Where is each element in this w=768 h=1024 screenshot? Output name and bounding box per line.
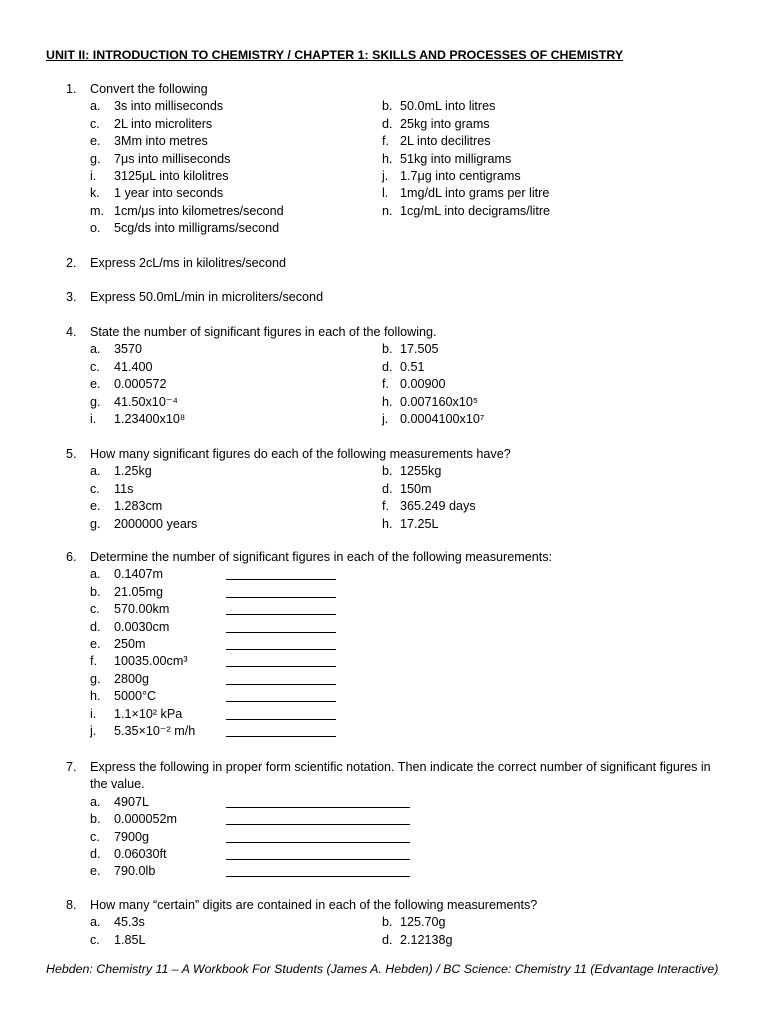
question-2	[66, 255, 746, 272]
item-text: 1.1×10² kPa	[114, 706, 183, 721]
answer-blank-line	[226, 830, 410, 843]
question-heading	[66, 549, 746, 566]
item-letter: d.	[382, 481, 393, 496]
item-row	[66, 463, 746, 480]
item-left	[66, 376, 382, 393]
item-letter: b.	[382, 99, 393, 114]
item-letter: a.	[90, 915, 101, 930]
item-text: 41.50x10⁻⁴	[114, 394, 178, 409]
question-number: 6.	[66, 550, 77, 564]
item-letter: e.	[90, 499, 101, 514]
answer-blank-line	[226, 864, 410, 877]
item-left	[66, 653, 226, 670]
question-text: Express the following in proper form scientific notation. Then indicate the correct number of significant figures in the value.	[90, 760, 711, 792]
item-text: 1.25kg	[114, 464, 152, 479]
item-row	[66, 932, 746, 949]
question-number: 5.	[66, 447, 77, 461]
item-row	[66, 481, 746, 498]
item-row	[66, 341, 746, 358]
question-number: 4.	[66, 325, 77, 339]
item-text: 0.1407m	[114, 567, 164, 582]
item-letter: h.	[382, 516, 393, 531]
item-left	[66, 220, 382, 237]
item-text: 3570	[114, 342, 143, 357]
item-letter: f.	[382, 377, 389, 392]
item-right	[382, 168, 521, 185]
item-row	[66, 394, 746, 411]
item-left	[66, 566, 226, 583]
question-7	[66, 759, 746, 881]
item-text: 1cg/mL into decigrams/litre	[400, 203, 551, 218]
item-text: 3Mm into metres	[114, 134, 208, 149]
item-left	[66, 688, 226, 705]
question-heading	[66, 446, 746, 463]
item-left	[66, 481, 382, 498]
item-letter: f.	[90, 654, 97, 669]
item-text: 0.000572	[114, 377, 167, 392]
item-left	[66, 846, 226, 863]
item-right	[382, 394, 478, 411]
item-row	[66, 863, 746, 880]
item-text: 1 year into seconds	[114, 186, 224, 201]
item-letter: m.	[90, 203, 104, 218]
item-row	[66, 584, 746, 601]
item-text: 1mg/dL into grams per litre	[400, 186, 550, 201]
answer-blank-line	[226, 847, 410, 860]
answer-blank-line	[226, 689, 336, 702]
item-left	[66, 498, 382, 515]
item-text: 0.000052m	[114, 812, 178, 827]
item-text: 7900g	[114, 829, 150, 844]
item-left	[66, 619, 226, 636]
item-row	[66, 619, 746, 636]
item-letter: f.	[382, 134, 389, 149]
item-right	[382, 98, 495, 115]
question-text: How many “certain” digits are contained in each of the following measurements?	[90, 898, 538, 912]
item-letter: i.	[90, 706, 97, 721]
item-letter: k.	[90, 186, 100, 201]
item-letter: f.	[382, 499, 389, 514]
item-row	[66, 411, 746, 428]
page-footer-citation: Hebden: Chemistry 11 – A Workbook For Students (James A. Hebden) / BC Science: Chemistry 11 (Edvantage Interactive)	[46, 962, 719, 976]
item-letter: i.	[90, 412, 97, 427]
item-letter: g.	[90, 516, 101, 531]
item-text: 0.007160x10⁵	[400, 394, 479, 409]
question-number: 1.	[66, 82, 77, 96]
item-letter: i.	[90, 169, 97, 184]
question-1	[66, 81, 746, 238]
item-left	[66, 185, 382, 202]
item-text: 50.0mL into litres	[400, 99, 496, 114]
item-letter: g.	[90, 394, 101, 409]
item-text: 1.7μg into centigrams	[400, 169, 521, 184]
item-letter: c.	[90, 481, 100, 496]
item-text: 51kg into milligrams	[400, 151, 512, 166]
item-text: 5cg/ds into milligrams/second	[114, 221, 280, 236]
item-left	[66, 341, 382, 358]
question-text: Convert the following	[90, 82, 208, 96]
item-letter: b.	[90, 812, 101, 827]
item-text: 2.12138g	[400, 932, 453, 947]
item-row	[66, 220, 746, 237]
question-6	[66, 549, 746, 740]
item-letter: d.	[382, 116, 393, 131]
item-text: 125.70g	[400, 915, 446, 930]
item-left	[66, 829, 226, 846]
item-letter: g.	[90, 151, 101, 166]
question-4	[66, 324, 746, 428]
question-heading	[66, 324, 746, 341]
question-text: How many significant figures do each of the following measurements have?	[90, 447, 511, 461]
item-letter: a.	[90, 567, 101, 582]
item-row	[66, 829, 746, 846]
question-8	[66, 897, 746, 949]
item-letter: b.	[382, 464, 393, 479]
item-row	[66, 98, 746, 115]
item-left	[66, 359, 382, 376]
item-left	[66, 932, 382, 949]
question-number: 7.	[66, 760, 77, 774]
answer-blank-line	[226, 602, 336, 615]
item-right	[382, 116, 490, 133]
item-left	[66, 133, 382, 150]
answer-blank-line	[226, 567, 336, 580]
answer-blank-line	[226, 795, 410, 808]
item-letter: d.	[382, 359, 393, 374]
item-letter: b.	[90, 584, 101, 599]
item-text: 790.0lb	[114, 864, 156, 879]
item-text: 10035.00cm³	[114, 654, 188, 669]
item-text: 0.06030ft	[114, 847, 167, 862]
item-letter: e.	[90, 377, 101, 392]
item-left	[66, 98, 382, 115]
answer-blank-line	[226, 620, 336, 633]
item-right	[382, 376, 446, 393]
question-number: 2.	[66, 256, 77, 270]
item-left	[66, 151, 382, 168]
item-row	[66, 794, 746, 811]
item-left	[66, 411, 382, 428]
item-letter: h.	[382, 394, 393, 409]
item-letter: d.	[90, 847, 101, 862]
item-right	[382, 498, 476, 515]
item-letter: h.	[382, 151, 393, 166]
item-text: 3s into milliseconds	[114, 99, 224, 114]
item-text: 4907L	[114, 794, 150, 809]
question-number: 3.	[66, 290, 77, 304]
item-right	[382, 203, 550, 220]
item-text: 5.35×10⁻² m/h	[114, 724, 196, 739]
item-text: 1.283cm	[114, 499, 163, 514]
item-text: 1.85L	[114, 932, 146, 947]
item-letter: l.	[382, 186, 389, 201]
item-letter: c.	[90, 116, 100, 131]
item-left	[66, 671, 226, 688]
item-text: 41.400	[114, 359, 153, 374]
item-text: 17.25L	[400, 516, 439, 531]
item-left	[66, 116, 382, 133]
item-left	[66, 863, 226, 880]
item-letter: d.	[382, 932, 393, 947]
item-text: 570.00km	[114, 602, 170, 617]
item-right	[382, 133, 491, 150]
item-row	[66, 914, 746, 931]
item-row	[66, 151, 746, 168]
item-text: 150m	[400, 481, 432, 496]
item-text: 17.505	[400, 342, 439, 357]
item-row	[66, 116, 746, 133]
item-letter: e.	[90, 134, 101, 149]
item-letter: o.	[90, 221, 101, 236]
item-left	[66, 811, 226, 828]
item-left	[66, 394, 382, 411]
item-text: 5000°C	[114, 689, 157, 704]
item-letter: c.	[90, 829, 100, 844]
question-heading	[66, 289, 746, 306]
item-text: 1.23400x10⁸	[114, 412, 186, 427]
answer-blank-line	[226, 812, 410, 825]
item-text: 2L into microliters	[114, 116, 213, 131]
item-right	[382, 463, 441, 480]
item-letter: b.	[382, 915, 393, 930]
item-left	[66, 463, 382, 480]
item-letter: h.	[90, 689, 101, 704]
item-letter: c.	[90, 359, 100, 374]
answer-blank-line	[226, 637, 336, 650]
item-text: 0.0030cm	[114, 619, 170, 634]
question-5	[66, 446, 746, 533]
item-left	[66, 794, 226, 811]
item-left	[66, 636, 226, 653]
item-row	[66, 688, 746, 705]
question-text: Express 50.0mL/min in microliters/second	[90, 290, 324, 304]
answer-blank-line	[226, 654, 336, 667]
item-row	[66, 185, 746, 202]
item-text: 21.05mg	[114, 584, 164, 599]
item-right	[382, 932, 453, 949]
item-text: 365.249 days	[400, 499, 476, 514]
item-text: 2000000 years	[114, 516, 198, 531]
item-row	[66, 653, 746, 670]
item-row	[66, 671, 746, 688]
item-row	[66, 516, 746, 533]
item-letter: b.	[382, 342, 393, 357]
item-text: 0.51	[400, 359, 425, 374]
item-text: 250m	[114, 637, 146, 652]
item-right	[382, 185, 549, 202]
item-right	[382, 411, 484, 428]
item-letter: e.	[90, 637, 101, 652]
item-row	[66, 723, 746, 740]
item-left	[66, 706, 226, 723]
question-3	[66, 289, 746, 306]
item-row	[66, 498, 746, 515]
question-text: Determine the number of significant figures in each of the following measurements:	[90, 550, 553, 564]
item-letter: g.	[90, 671, 101, 686]
question-heading	[66, 81, 746, 98]
question-text: State the number of significant figures in each of the following.	[90, 325, 437, 339]
item-row	[66, 846, 746, 863]
item-letter: a.	[90, 99, 101, 114]
item-left	[66, 516, 382, 533]
item-text: 2L into decilitres	[400, 134, 491, 149]
item-row	[66, 811, 746, 828]
item-letter: c.	[90, 602, 100, 617]
item-letter: n.	[382, 203, 393, 218]
question-heading	[66, 759, 746, 794]
item-letter: j.	[90, 724, 97, 739]
page-title: UNIT II: INTRODUCTION TO CHEMISTRY / CHAPTER 1: SKILLS AND PROCESSES OF CHEMISTRY	[46, 48, 624, 62]
item-left	[66, 203, 382, 220]
item-row	[66, 601, 746, 618]
item-row	[66, 706, 746, 723]
item-right	[382, 359, 425, 376]
item-text: 25kg into grams	[400, 116, 490, 131]
answer-blank-line	[226, 707, 336, 720]
item-letter: a.	[90, 464, 101, 479]
item-row	[66, 359, 746, 376]
item-text: 0.00900	[400, 377, 446, 392]
item-left	[66, 168, 382, 185]
item-text: 0.0004100x10⁷	[400, 412, 485, 427]
item-text: 7μs into milliseconds	[114, 151, 231, 166]
item-letter: c.	[90, 932, 100, 947]
item-text: 3125μL into kilolitres	[114, 169, 229, 184]
answer-blank-line	[226, 724, 336, 737]
item-right	[382, 341, 439, 358]
item-text: 1255kg	[400, 464, 442, 479]
item-left	[66, 914, 382, 931]
item-letter: d.	[90, 619, 101, 634]
item-letter: a.	[90, 794, 101, 809]
answer-blank-line	[226, 672, 336, 685]
item-text: 45.3s	[114, 915, 145, 930]
item-right	[382, 914, 446, 931]
item-left	[66, 723, 226, 740]
item-letter: e.	[90, 864, 101, 879]
item-letter: j.	[382, 412, 389, 427]
item-right	[382, 516, 439, 533]
question-text: Express 2cL/ms in kilolitres/second	[90, 256, 286, 270]
item-row	[66, 133, 746, 150]
question-heading	[66, 255, 746, 272]
item-text: 11s	[114, 481, 134, 496]
item-right	[382, 151, 511, 168]
item-row	[66, 566, 746, 583]
question-number: 8.	[66, 898, 77, 912]
item-row	[66, 636, 746, 653]
item-row	[66, 168, 746, 185]
item-text: 1cm/μs into kilometres/second	[114, 203, 284, 218]
item-letter: j.	[382, 169, 389, 184]
item-left	[66, 601, 226, 618]
item-letter: a.	[90, 342, 101, 357]
item-text: 2800g	[114, 671, 150, 686]
item-right	[382, 481, 432, 498]
item-row	[66, 376, 746, 393]
item-row	[66, 203, 746, 220]
question-heading	[66, 897, 746, 914]
item-left	[66, 584, 226, 601]
answer-blank-line	[226, 585, 336, 598]
